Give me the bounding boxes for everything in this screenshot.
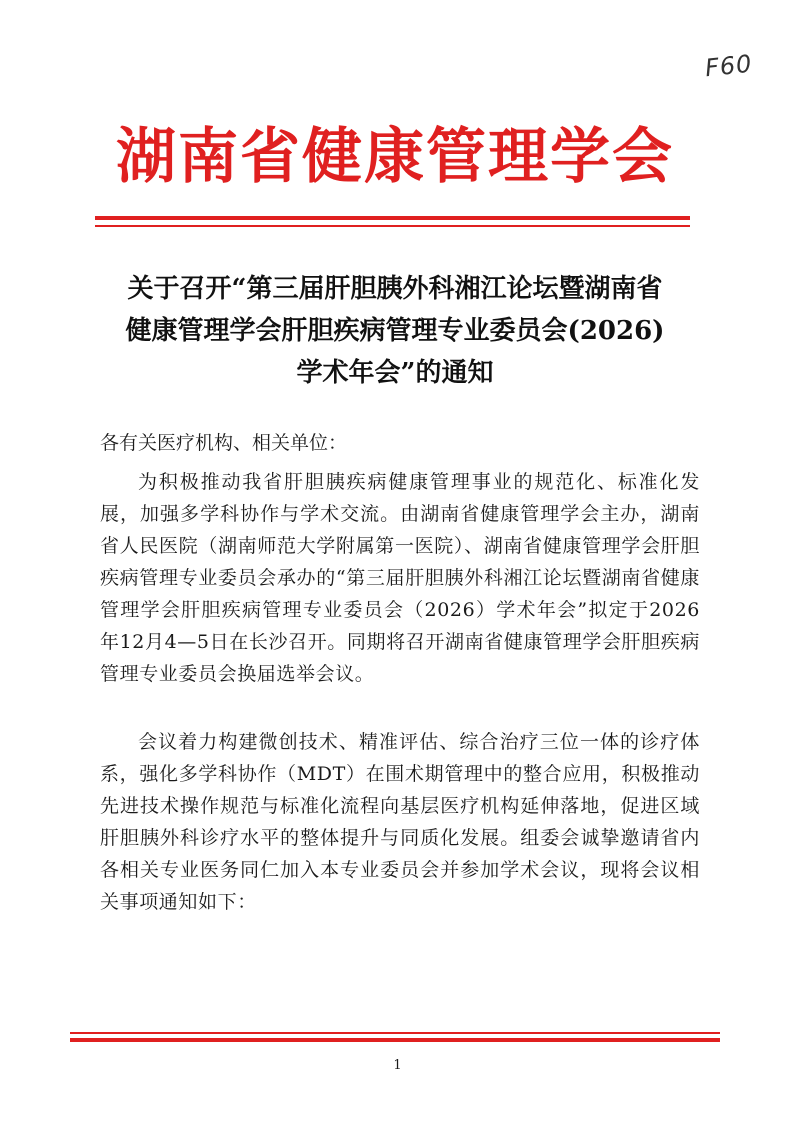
page-number: 1	[393, 1058, 402, 1073]
handwritten-note: F60	[703, 49, 754, 83]
body-paragraph-1: 为积极推动我省肝胆胰疾病健康管理事业的规范化、标准化发展，加强多学科协作与学术交流。由湖南省健康管理学会主办，湖南省人民医院（湖南师范大学附属第一医院）、湖南省健康管理学会肝胆疾病管理专业委员会承办的“第三届肝胆胰外科湘江论坛暨湖南省健康管理学会肝胆疾病管理专业委员会（2026）学术年会”拟定于2026年12月4—5日在长沙召开。同期将召开湖南省健康管理学会肝胆疾病管理专业委员会换届选举会议。	[100, 471, 700, 685]
notice-title-line-3: 学术年会”的通知	[296, 358, 494, 388]
notice-title-line-2: 健康管理学会肝胆疾病管理专业委员会(2026)	[125, 316, 665, 346]
notice-title	[90, 268, 700, 394]
red-rule-bottom-thin	[70, 1032, 720, 1034]
red-rule-top-thick	[95, 216, 690, 220]
salutation: 各有关医疗机构、相关单位：	[100, 432, 348, 454]
body-paragraph-2: 会议着力构建微创技术、精准评估、综合治疗三位一体的诊疗体系，强化多学科协作（MDT）在围术期管理中的整合应用，积极推动先进技术操作规范与标准化流程向基层医疗机构延伸落地，促进区域肝胆胰外科诊疗水平的整体提升与同质化发展。组委会诚挚邀请省内各相关专业医务同仁加入本专业委员会并参加学术会议，现将会议相关事项通知如下：	[100, 731, 700, 913]
notice-title-line-1: 关于召开“第三届肝胆胰外科湘江论坛暨湖南省	[127, 274, 663, 304]
red-rule-top-thin	[95, 225, 690, 227]
masthead-title: 湖南省健康管理学会	[116, 122, 674, 192]
red-rule-bottom-thick	[70, 1038, 720, 1042]
